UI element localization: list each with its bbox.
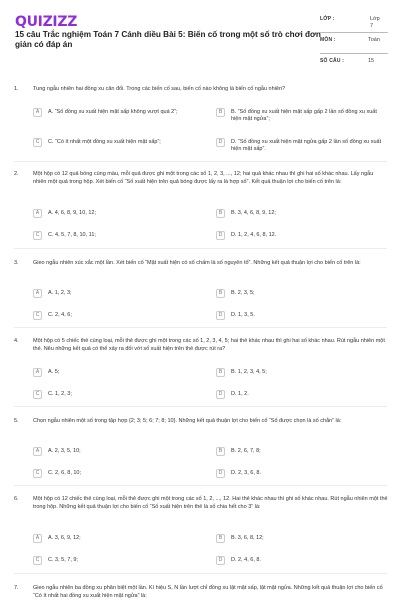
divider: [14, 327, 387, 328]
option-letter-box: D: [216, 469, 225, 478]
worksheet-header: [0, 0, 400, 74]
option-text: B. 3, 6, 8, 12;: [231, 535, 264, 541]
meta-subject-row: [320, 33, 388, 54]
option-text: D. 1, 2, 4, 6, 8, 12.: [231, 232, 277, 238]
option-letter-box: A: [33, 289, 42, 298]
option-letter-box: A: [33, 447, 42, 456]
question-text: Chọn ngẫu nhiên một số trong tập hợp {2; 3; 5; 6; 7; 8; 10}. Những kết quả thuận lợi cho biến cố “Số được chọn là số chẵn” là:: [33, 418, 342, 424]
option-letter-box: A: [33, 209, 42, 218]
option-text: A. “Số đồng xu xuất hiện mặt sấp không vượt quá 2”;: [48, 109, 178, 115]
option-text: D. 1, 3, 5.: [231, 312, 255, 318]
option-letter-box: B: [216, 209, 225, 218]
option-letter-box: C: [33, 390, 42, 399]
option-text: C. 1, 2, 3;: [48, 391, 72, 397]
option-text: A. 2, 3, 5, 10;: [48, 448, 81, 454]
option-text: C. 2, 6, 8, 10;: [48, 470, 82, 476]
question-number: 3.: [14, 260, 19, 266]
option-letter-box: B: [216, 108, 225, 117]
option-text: D. 2, 4, 6, 8.: [231, 557, 261, 563]
option-text: C. 4, 5, 7, 8, 10, 11;: [48, 232, 96, 238]
meta-count-row: [320, 54, 388, 75]
question-text: Tung ngẫu nhiên hai đồng xu cân đối. Trong các biến cố sau, biến cố nào không là biến cố ngẫu nhiên?: [33, 86, 286, 92]
option-text: D. 1, 2.: [231, 391, 249, 397]
divider: [14, 573, 387, 574]
option-text: B. 3, 4, 6, 8, 9, 12;: [231, 210, 276, 216]
question-number: 7.: [14, 585, 19, 591]
option-letter-box: A: [33, 534, 42, 543]
quizizz-logo: QUIZIZZ: [15, 14, 78, 30]
option-letter-box: A: [33, 108, 42, 117]
option-text: D. 2, 3, 6, 8.: [231, 470, 261, 476]
meta-table: [320, 12, 388, 75]
divider: [14, 161, 387, 162]
count-value: 15: [368, 58, 375, 64]
option-text: C. “Có ít nhất một đồng xu xuất hiện mặt sấp”;: [48, 139, 161, 145]
option-letter-box: D: [216, 138, 225, 147]
option-letter-box: C: [33, 311, 42, 320]
question-number: 6.: [14, 496, 19, 502]
question-text: Gieo ngẫu nhiên ba đồng xu phân biệt một lần. Kí hiệu S, N lần lượt chỉ đồng xu lật mặt sấp, lật mặt ngửa. Những kết quả thuận lợi cho biến cố “Có ít nhất hai đồng xu xuất hiện mặt ngửa” là:: [33, 585, 383, 599]
class-label: LỚP :: [320, 16, 335, 22]
option-letter-box: C: [33, 138, 42, 147]
subject-label: MÔN :: [320, 37, 336, 43]
question-number: 2.: [14, 171, 19, 177]
option-text: C. 2, 4, 6;: [48, 312, 72, 318]
subject-value: Toán: [368, 37, 380, 43]
option-text: B. 1, 2, 3, 4, 5;: [231, 369, 267, 375]
option-letter-box: D: [216, 311, 225, 320]
option-letter-box: D: [216, 390, 225, 399]
question-number: 5.: [14, 418, 19, 424]
option-text: A. 1, 2, 3;: [48, 290, 72, 296]
option-letter-box: C: [33, 231, 42, 240]
question-text: Một hộp có 5 chiếc thẻ cùng loại, mỗi thẻ được ghi một trong các số 1, 2, 3, 4, 5; hai thẻ khác nhau thì ghi hai số khác nhau. Rút ngẫu nhiên một thẻ. Nêu những kết quả có thể xảy ra đối với số xuất hiện trên thẻ được rút ra?: [33, 338, 385, 352]
option-letter-box: C: [33, 556, 42, 565]
class-value: Lớp 7: [370, 16, 380, 29]
question-number: 4.: [14, 338, 19, 344]
option-text: B. “Số đồng xu xuất hiện mặt sấp gấp 2 lần số đồng xu xuất hiện mặt ngửa”;: [231, 109, 377, 123]
option-text: C. 3, 5, 7, 9;: [48, 557, 78, 563]
count-label: SỐ CÂU :: [320, 58, 345, 64]
option-letter-box: A: [33, 368, 42, 377]
option-text: B. 2, 6, 7, 8;: [231, 448, 261, 454]
option-text: A. 3, 6, 9, 12;: [48, 535, 81, 541]
meta-class-row: [320, 12, 388, 33]
question-text: Một hộp có 12 chiếc thẻ cùng loại, mỗi thẻ được ghi một trong các số 1, 2, ..., 12. Hai thẻ khác nhau thì ghi số khác nhau. Rút ngẫu nhiên một thẻ trong hộp. Những kết quả thuận lợi cho biến cố “Số xuất hiện trên thẻ là số chia hết cho 3” là:: [33, 496, 388, 510]
option-letter-box: B: [216, 289, 225, 298]
option-text: D. “Số đồng xu xuất hiện mặt ngửa gấp 2 lần số đồng xu xuất hiện mặt sấp”.: [231, 139, 382, 153]
option-letter-box: B: [216, 368, 225, 377]
option-text: B. 2, 3, 5;: [231, 290, 255, 296]
option-text: A. 5;: [48, 369, 60, 375]
option-text: A. 4, 6, 8, 9, 10, 12;: [48, 210, 97, 216]
option-letter-box: B: [216, 534, 225, 543]
option-letter-box: B: [216, 447, 225, 456]
divider: [14, 248, 387, 249]
divider: [14, 406, 387, 407]
divider: [14, 485, 387, 486]
option-letter-box: D: [216, 231, 225, 240]
question-text: Gieo ngẫu nhiên xúc xắc một lần. Xét biến cố “Mặt xuất hiện có số chấm là số nguyên tố”. Những kết quả thuận lợi cho biến cố trên là:: [33, 260, 361, 266]
page-title: 15 câu Trắc nghiệm Toán 7 Cánh diều Bài 5: Biến cố trong một số trò chơi đơn giản có đáp án: [15, 30, 321, 49]
option-letter-box: D: [216, 556, 225, 565]
question-text: Một hộp có 12 quả bóng cùng màu, mỗi quả được ghi một trong các số 1, 2, 3, ..., 12; hai quả khác nhau thì ghi hai số khác nhau. Lấy ngẫu nhiên một quả trong hộp. Xét biến cố “Số xuất hiện trên quả bóng được lấy ra là hợp số”. Kết quả thuận lợi cho biến cố trên là:: [33, 171, 374, 185]
question-number: 1.: [14, 86, 19, 92]
option-letter-box: C: [33, 469, 42, 478]
